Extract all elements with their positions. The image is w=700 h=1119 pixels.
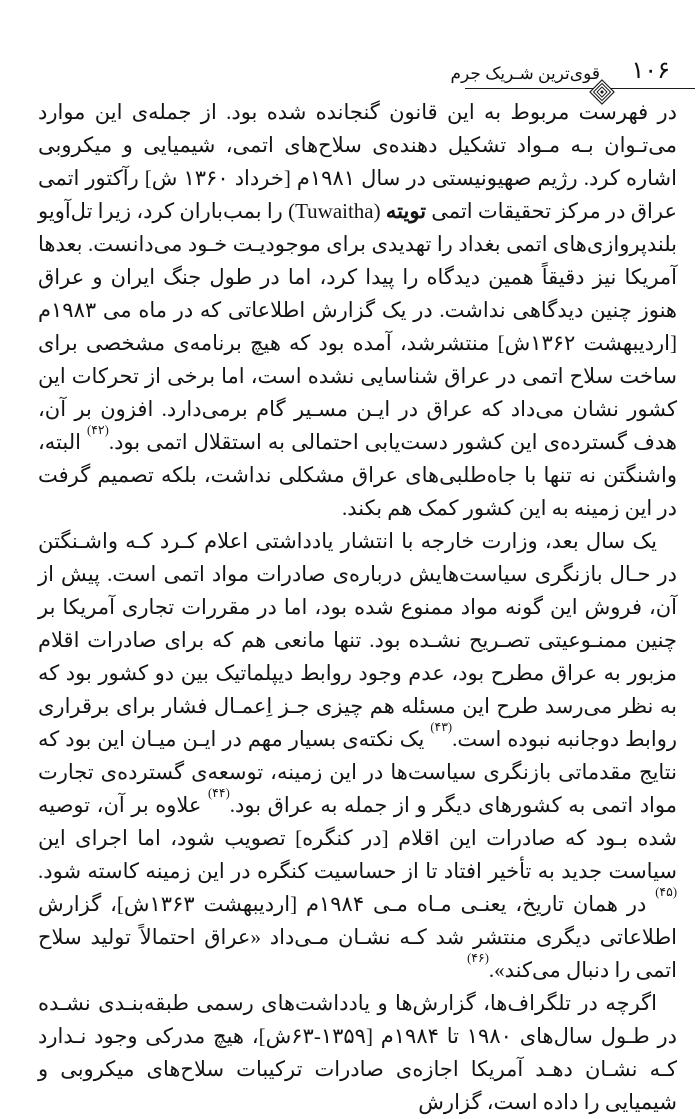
paragraph-2-text-d: در همان تاریخ، یعنـی مـاه مـی ۱۹۸۴م [اردیبهشت ۱۳۶۳ش]، گزارش اطلاعاتی دیگری منتشر شد کـه نشـان مـی‌داد «عراق احتمالاً تولید سلاح اتمی را دنبال می‌کند». (38, 892, 677, 982)
chapter-title: قوی‌ترین شـریک جرم (450, 64, 600, 83)
paragraph-1-text-b: (Tuwaitha) را بمب‌باران کرد، زیرا تل‌آویو بلندپروازی‌های اتمی بغداد را تهدیدی برای موجودیـت خـود می‌دانست. بعدها آمریکا نیز دقیقاً همین دیدگاه را پیدا کرد، اما در طول جنگ ایران و عراق هنوز چنین دیدگاهی نداشت. در یک گزارش اطلاعاتی که در ماه می ۱۹۸۳م [اردیبهشت ۱۳۶۲ش] منتشرشد، آمده بود که هیچ برنامه‌ی مشخصی برای ساخت سلاح اتمی در عراق شناسایی نشده است، اما برخی از تحرکات این کشور نشان می‌داد که عراق در ایـن مسـیر گام برمی‌دارد. افزون بر آن، هدف گسترده‌ی این کشور دست‌یابی احتمالی به استقلال اتمی بود. (38, 199, 678, 454)
paragraph-2-text-a: یک سال بعد، وزارت خارجه با انتشار یادداشتی اعلام کـرد کـه واشـنگتن در حـال بازنگری سیاست‌هایش درباره‌ی صادرات مواد اتمی است. پیش از آن، فروش این گونه مواد ممنوع شده بود، اما در مقررات تجاری آمریکا بر چنین ممنـوعیتی تصـریح نشـده بود. تنها مانعی هم که برای صادرات اقلام مزبور به عراق مطرح بود، عدم وجود روابط دیپلماتیک بین دو کشور بود که به نظر می‌رسد طرح این مسئله هم چیزی جـز اِعمـال فشار برای برقراری روابط دوجانبه نبوده است. (38, 529, 677, 751)
header-rule (465, 88, 695, 89)
footnote-ref-42: (۴۲) (87, 423, 109, 437)
footnote-ref-45: (۴۵) (655, 885, 678, 899)
paragraph-3 (38, 987, 677, 1119)
paragraph-1-text-c: البته، واشنگتن نه تنها با جاه‌طلبی‌های عراق مشکلی نداشت، بلکه تصمیم گرفت در این زمینه به این کشور کمک هم بکند. (38, 430, 677, 520)
paragraph-2-text-b: یک نکته‌ی بسیار مهم در ایـن میـان این بود که نتایج مقدماتی بازنگری سیاست‌ها در این زمینه، توسعه‌ی گسترده‌ی تجارت مواد اتمی به کشورهای دیگر و از جمله به عراق بود. (38, 727, 677, 817)
bold-word-tuwaitha: تویته (385, 199, 427, 223)
footnote-ref-46: (۴۶) (467, 951, 489, 965)
paragraph-2 (38, 525, 677, 987)
paragraph-2-text-c: علاوه بر آن، توصیه شده بـود که صادرات این اقلام [در کنگره] تصویب شود، اما اجرای این سیاست جدید به تأخیر افتاد تا از حساسیت کنگره در این زمینه کاسته شود. (38, 793, 677, 883)
footnote-ref-44: (۴۴) (207, 786, 230, 800)
paragraph-1-text-a: در فهرست مربوط به این قانون گنجانده شده بود. از جمله‌ی این موارد می‌تـوان بـه مـواد تشکیل دهنده‌ی سلاح‌های اتمی، شیمیایی و میکروبی اشاره کرد. رژیم صهیونیستی در سال ۱۹۸۱م [خرداد ۱۳۶۰ ش] رآکتور اتمی عراق در مرکز تحقیقات اتمی (38, 100, 677, 223)
paragraph-3-text-a: اگرچه در تلگراف‌ها، گزارش‌ها و یادداشت‌های رسمی طبقه‌بنـدی نشـده در طـول سال‌های ۱۹۸۰ تا ۱۹۸۴م [۱۳۵۹-۶۳ش]، هیچ مدرکی وجود نـدارد کـه نشـان دهـد آمریکا اجازه‌ی صادرات ترکیبات سلاح‌های میکروبی و شیمیایی را داده است، گزارش (38, 991, 677, 1114)
paragraph-1 (38, 96, 677, 525)
page-number: ۱۰۶ (631, 58, 670, 84)
page-body (38, 96, 677, 1119)
footnote-ref-43: (۴۳) (430, 720, 453, 734)
